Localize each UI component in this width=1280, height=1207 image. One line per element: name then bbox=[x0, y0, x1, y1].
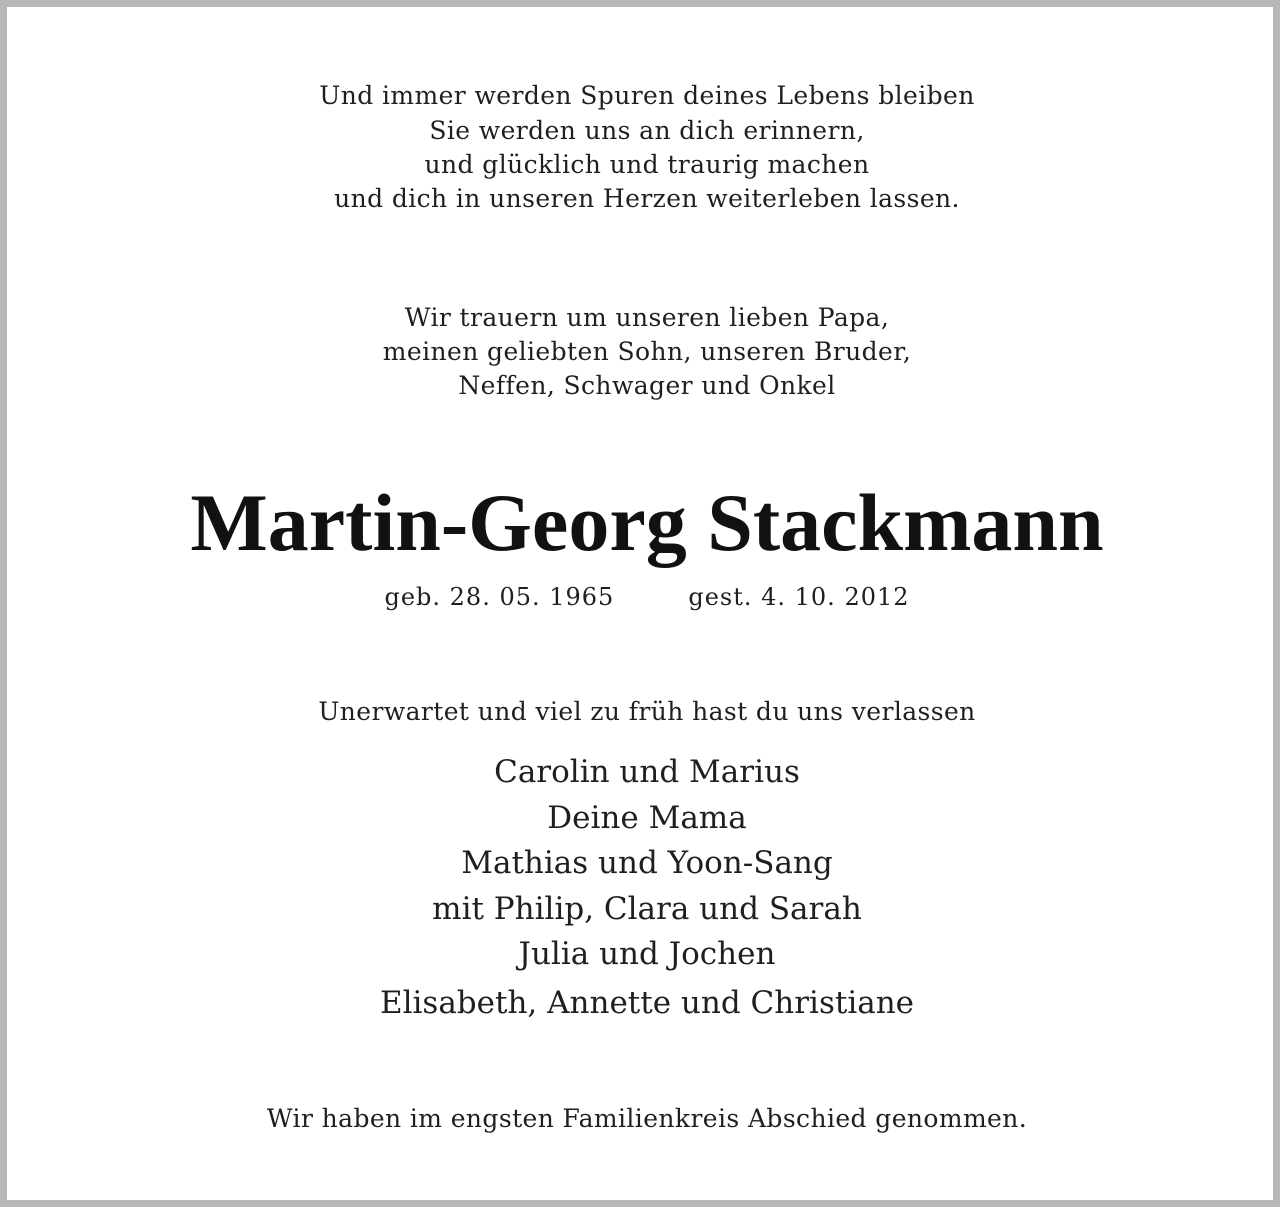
mourning-line-2: meinen geliebten Sohn, unseren Bruder, bbox=[382, 337, 912, 366]
mourner-line-2: Deine Mama bbox=[547, 800, 747, 836]
poem-line-2: Sie werden uns an dich erinnern, bbox=[429, 116, 865, 145]
mourner-line-1: Carolin und Marius bbox=[494, 754, 800, 790]
life-dates bbox=[7, 583, 1280, 611]
closing-line: Wir haben im engsten Familienkreis Abschied genommen. bbox=[266, 1104, 1028, 1133]
mourning-line-3: Neffen, Schwager und Onkel bbox=[458, 371, 836, 400]
deceased-name: Martin-Georg Stackmann bbox=[190, 477, 1104, 568]
poem-line-1: Und immer werden Spuren deines Lebens bleiben bbox=[319, 81, 975, 110]
mourner-line-5: Julia und Jochen bbox=[518, 936, 776, 972]
poem-line-4: und dich in unseren Herzen weiterleben lassen. bbox=[334, 184, 960, 213]
poem-line-3: und glücklich und traurig machen bbox=[424, 150, 870, 179]
mourner-line-3: Mathias und Yoon-Sang bbox=[461, 845, 833, 881]
birth-date: geb. 28. 05. 1965 bbox=[384, 583, 615, 611]
farewell-line: Unerwartet und viel zu früh hast du uns verlassen bbox=[318, 697, 976, 726]
mourner-line-6: Elisabeth, Annette und Christiane bbox=[379, 985, 915, 1021]
mourner-line-4: mit Philip, Clara und Sarah bbox=[432, 891, 862, 927]
death-date: gest. 4. 10. 2012 bbox=[688, 583, 910, 611]
mourning-line-1: Wir trauern um unseren lieben Papa, bbox=[404, 303, 890, 332]
